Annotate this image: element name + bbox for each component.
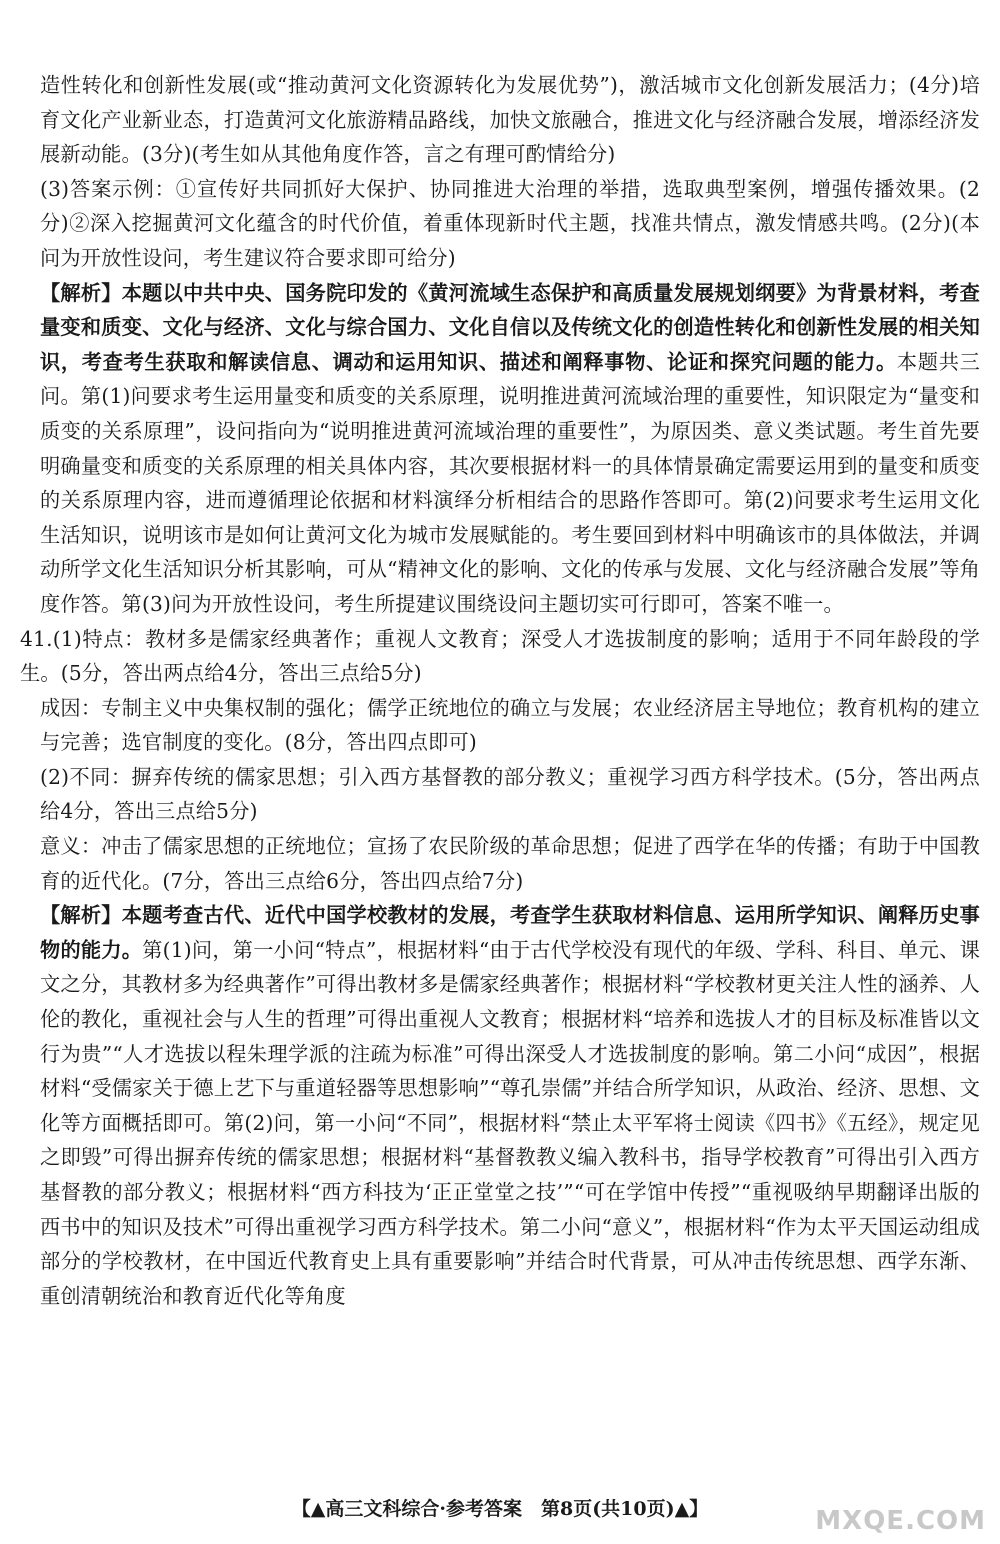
q40-analysis-body: 本题共三问。第(1)问要求考生运用量变和质变的关系原理，说明推进黄河流域治理的重要性，知识限定为“量变和质变的关系原理”，设问指向为“说明推进黄河流域治理的重要性”，为原因类、意义类试题。考生首先要明确量变和质变的关系原理的相关具体内容，其次要根据材料一的具体情景确定需要运用到的量变和质变的关系原理内容，进而遵循理论依据和材料演绎分析相结合的思路作答即可。第(2)问要求考生运用文化生活知识，说明该市是如何让黄河文化为城市发展赋能的。考生要回到材料中明确该市的具体做法，并调动所学文化生活知识分析其影响，可从“精神文化的影响、文化的传承与发展、文化与经济融合发展”等角度作答。第(3)问为开放性设问，考生所提建议围绕设问主题切实可行即可，答案不唯一。 xyxy=(40,349,980,616)
q41-2-differences: (2)不同：摒弃传统的儒家思想；引入西方基督教的部分教义；重视学习西方科学技术。(5分，答出两点给4分，答出三点给5分) xyxy=(40,764,980,824)
q40-2-continued: 造性转化和创新性发展(或“推动黄河文化资源转化为发展优势”)，激活城市文化创新发展活力；(4分)培育文化产业新业态，打造黄河文化旅游精品路线，加快文旅融合，推进文化与经济融合发展，增添经济发展新动能。(3分)(考生如从其他角度作答，言之有理可酌情给分) xyxy=(40,73,980,167)
q41-analysis xyxy=(40,898,980,1313)
watermark: MXQE.COM xyxy=(815,1506,986,1536)
q41-1-causes: 成因：专制主义中央集权制的强化；儒学正统地位的确立与发展；农业经济居主导地位；教育机构的建立与完善；选官制度的变化。(8分，答出四点即可) xyxy=(40,695,980,755)
q40-3-answer: (3)答案示例：①宣传好共同抓好大保护、协同推进大治理的举措，选取典型案例，增强传播效果。(2分)②深入挖掘黄河文化蕴含的时代价值，着重体现新时代主题，找准共情点，激发情感共鸣。(2分)(本问为开放性设问，考生建议符合要求即可给分) xyxy=(40,176,980,270)
question-number: 41. xyxy=(20,626,53,651)
page-footer: 【▲高三文科综合·参考答案 第8页(共10页)▲】 xyxy=(291,1498,709,1520)
q40-analysis xyxy=(40,276,980,622)
q40-analysis-bold: 【解析】本题以中共中央、国务院印发的《黄河流域生态保护和高质量发展规划纲要》为背景材料，考查量变和质变、文化与经济、文化与综合国力、文化自信以及传统文化的创造性转化和创新性发展的相关知识，考查考生获取和解读信息、调动和运用知识、描述和阐释事物、论证和探究问题的能力。 xyxy=(40,280,980,374)
q41-1-features xyxy=(20,622,980,691)
q41-2-meaning: 意义：冲击了儒家思想的正统地位；宣扬了农民阶级的革命思想；促进了西学在华的传播；有助于中国教育的近代化。(7分，答出三点给6分，答出四点给7分) xyxy=(40,834,980,893)
q41-analysis-body: 第(1)问，第一小问“特点”，根据材料“由于古代学校没有现代的年级、学科、科目、单元、课文之分，其教材多为经典著作”可得出教材多是儒家经典著作；根据材料“学校教材更关注人性的涵养、人伦的教化，重视社会与人生的哲理”可得出重视人文教育；根据材料“培养和选拔人才的目标及标准皆以文行为贵”“人才选拔以程朱理学派的注疏为标准”可得出深受人才选拔制度的影响。第二小问“成因”，根据材料“受儒家关于德上艺下与重道轻器等思想影响”“尊孔崇儒”并结合所学知识，从政治、经济、思想、文化等方面概括即可。第(2)问，第一小问“不同”，根据材料“禁止太平军将士阅读《四书》《五经》，规定见之即毁”可得出摒弃传统的儒家思想；根据材料“基督教教义编入教科书，指导学校教育”可得出引入西方基督教的部分教义；根据材料“西方科技为‘正正堂堂之技’”“可在学馆中传授”“重视吸纳早期翻译出版的西书中的知识及技术”可得出重视学习西方科学技术。第二小问“意义”，根据材料“作为太平天国运动组成部分的学校教材，在中国近代教育史上具有重要影响”并结合时代背景，可从冲击传统思想、西学东渐、重创清朝统治和教育近代化等角度 xyxy=(40,937,980,1308)
q41-analysis-bold: 【解析】本题考查古代、近代中国学校教材的发展，考查学生获取材料信息、运用所学知识、阐释历史事物的能力。 xyxy=(40,903,980,962)
q41-1-features-text: (1)特点：教材多是儒家经典著作；重视人文教育；深受人才选拔制度的影响；适用于不同年龄段的学生。(5分，答出两点给4分，答出三点给5分) xyxy=(20,626,980,686)
answer-page xyxy=(20,68,980,1313)
